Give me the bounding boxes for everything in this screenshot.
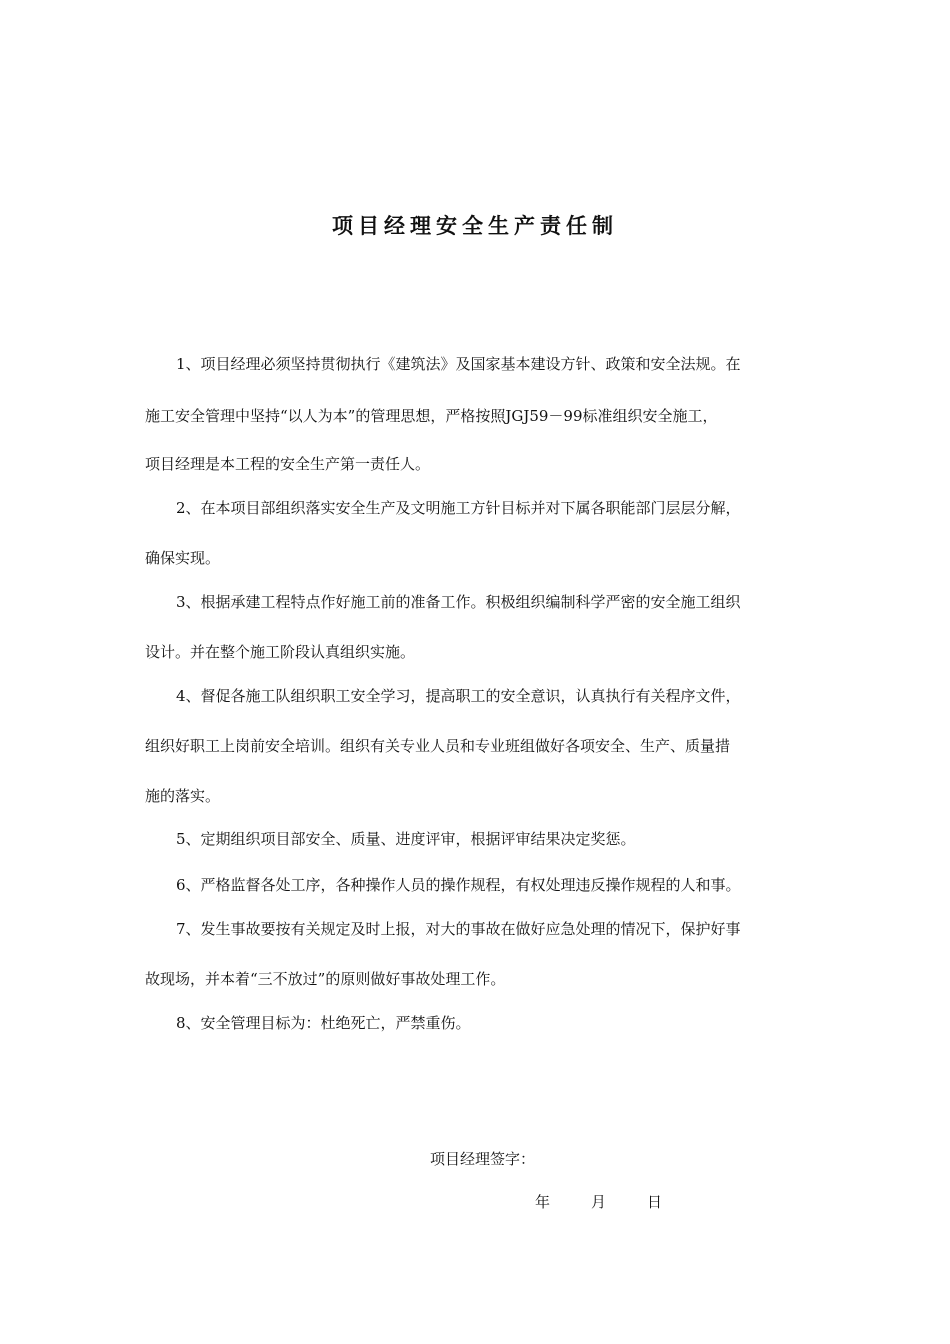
paragraph-4-line-1: 4、督促各施工队组织职工安全学习，提高职工的安全意识，认真执行有关程序文件， [176, 687, 741, 705]
paragraph-2-line-1: 2、在本项目部组织落实安全生产及文明施工方针目标并对下属各职能部门层层分解， [176, 499, 741, 517]
paragraph-6-line-1: 6、严格监督各处工序，各种操作人员的操作规程，有权处理违反操作规程的人和事。 [176, 876, 741, 894]
signature-label: 项目经理签字： [430, 1150, 536, 1168]
date-month-label: 月 [591, 1193, 607, 1211]
paragraph-1-line-2: 施工安全管理中坚持“以人为本”的管理思想，严格按照JGJ59－99标准组织安全施工， [145, 407, 718, 425]
paragraph-1-line-3: 项目经理是本工程的安全生产第一责任人。 [145, 455, 431, 473]
paragraph-7-line-2: 故现场，并本着“三不放过”的原则做好事故处理工作。 [145, 970, 506, 988]
paragraph-1-line-1: 1、项目经理必须坚持贯彻执行《建筑法》及国家基本建设方针、政策和安全法规。在 [176, 355, 741, 373]
date-year-label: 年 [535, 1193, 551, 1211]
paragraph-4-line-3: 施的落实。 [145, 787, 221, 805]
paragraph-3-line-2: 设计。并在整个施工阶段认真组织实施。 [145, 643, 416, 661]
paragraph-4-line-2: 组织好职工上岗前安全培训。组织有关专业人员和专业班组做好各项安全、生产、质量措 [145, 737, 731, 755]
date-line [535, 1191, 662, 1213]
document-title: 项目经理安全生产责任制 [332, 213, 618, 238]
paragraph-8-line-1: 8、安全管理目标为：杜绝死亡，严禁重伤。 [176, 1014, 471, 1032]
paragraph-2-line-2: 确保实现。 [145, 549, 221, 567]
date-day-label: 日 [647, 1193, 663, 1211]
paragraph-7-line-1: 7、发生事故要按有关规定及时上报，对大的事故在做好应急处理的情况下，保护好事 [176, 920, 741, 938]
paragraph-5-line-1: 5、定期组织项目部安全、质量、进度评审，根据评审结果决定奖惩。 [176, 830, 636, 848]
paragraph-3-line-1: 3、根据承建工程特点作好施工前的准备工作。积极组织编制科学严密的安全施工组织 [176, 593, 741, 611]
